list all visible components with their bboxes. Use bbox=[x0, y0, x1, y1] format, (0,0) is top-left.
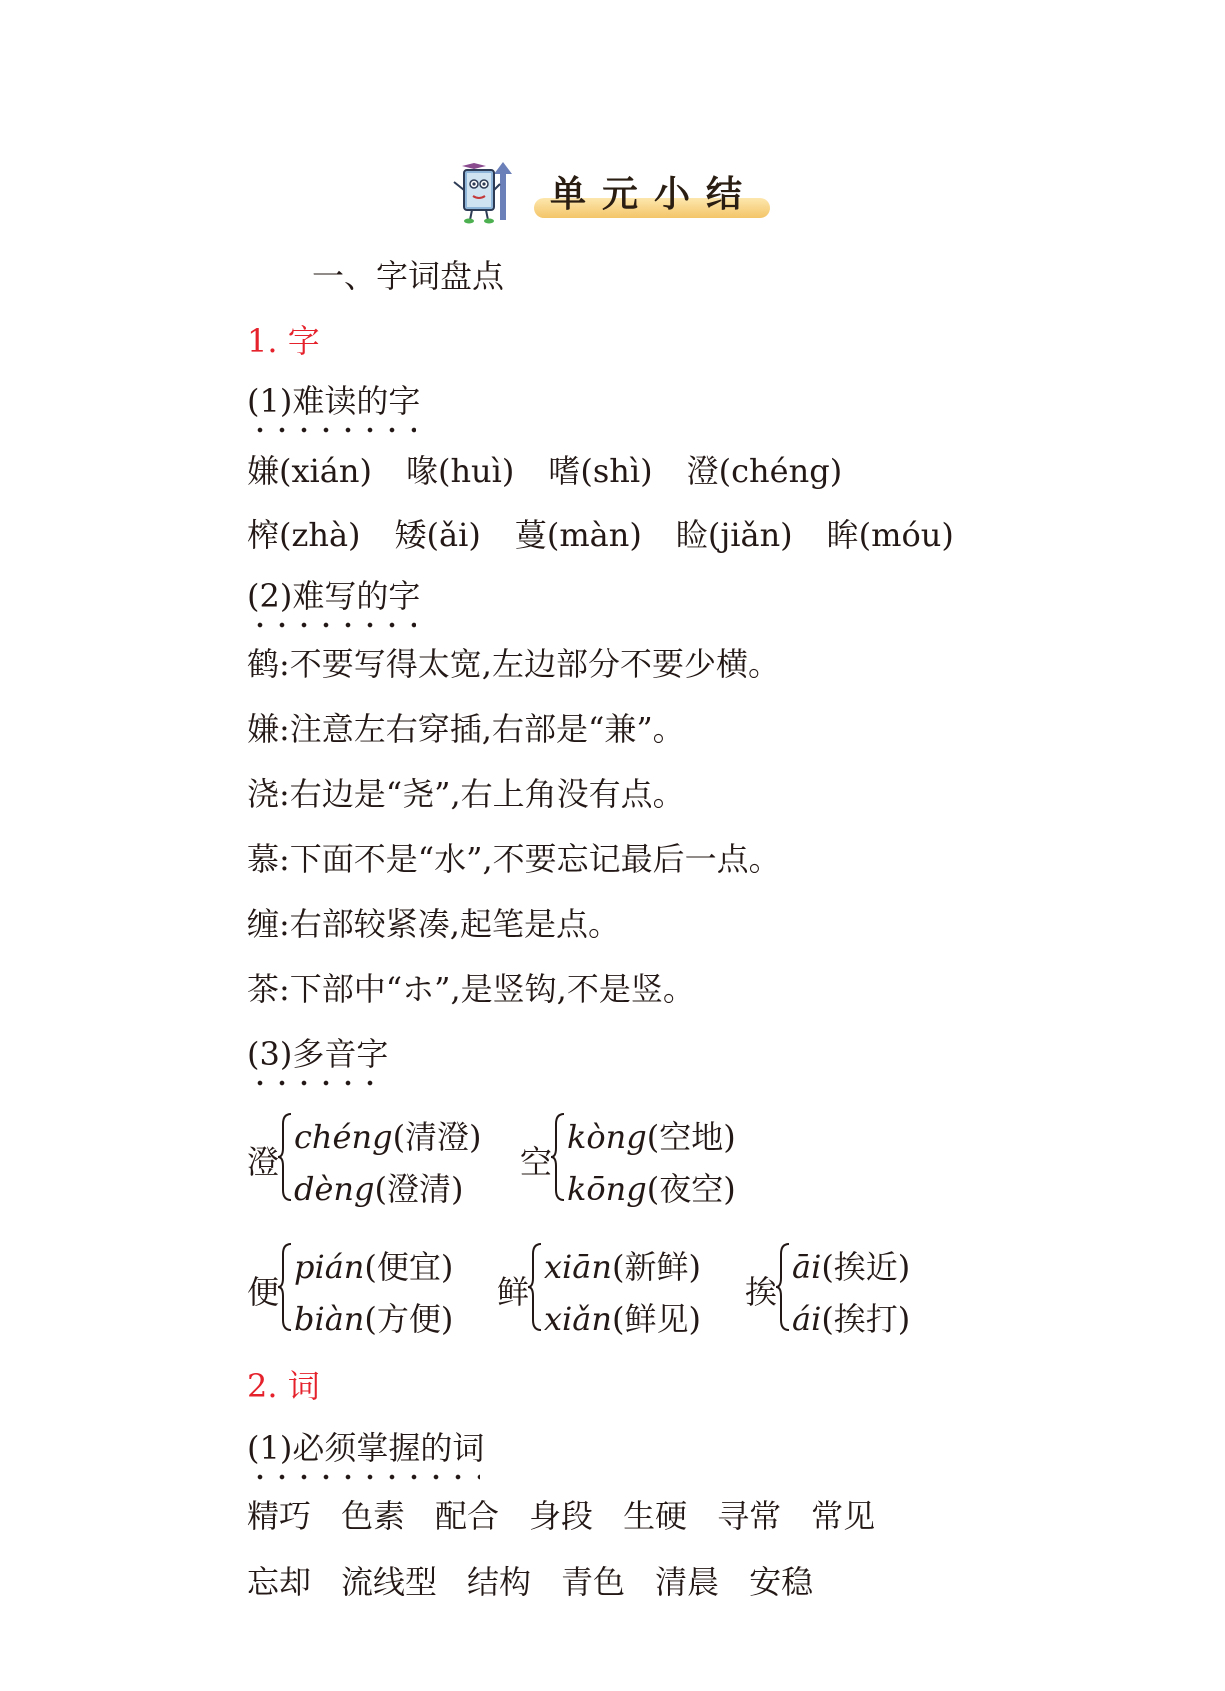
hard-read-row-1 bbox=[247, 452, 876, 490]
char-item: 眸(móu) bbox=[826, 516, 954, 554]
reading-1: xiān(新鲜) bbox=[544, 1248, 701, 1286]
hard-write-heading-text: (2)难写的字 bbox=[247, 577, 421, 615]
char-item: 睑(jiǎn) bbox=[675, 516, 793, 554]
reading-1: chéng(清澄) bbox=[294, 1118, 482, 1156]
brace-icon bbox=[550, 1112, 566, 1202]
unit-summary-banner bbox=[450, 160, 780, 226]
hard-write-line: 浇:右边是“尧”,右上角没有点。 bbox=[247, 775, 685, 813]
char-item: 澄(chéng) bbox=[686, 452, 843, 490]
reading-1: pián(便宜) bbox=[294, 1248, 454, 1286]
char-item: 喙(huì) bbox=[405, 452, 515, 490]
word-item: 忘却 bbox=[247, 1563, 312, 1601]
section-heading: 一、字词盘点 bbox=[312, 257, 505, 295]
hard-read-heading-text: (1)难读的字 bbox=[247, 382, 421, 420]
page-title: 单元小结 bbox=[550, 174, 759, 215]
char-item: 蔓(màn) bbox=[514, 516, 642, 554]
polyphonic-heading-text: (3)多音字 bbox=[247, 1035, 389, 1073]
polyphonic-heading bbox=[247, 1035, 389, 1073]
hard-write-line: 嫌:注意左右穿插,右部是“兼”。 bbox=[247, 710, 685, 748]
brace-icon bbox=[775, 1242, 791, 1332]
reading-2: dèng(澄清) bbox=[294, 1170, 464, 1208]
polyphonic-char: 鲜 bbox=[497, 1273, 530, 1311]
part2-label: 2. 词 bbox=[247, 1367, 320, 1405]
word-item: 身段 bbox=[529, 1497, 594, 1535]
brace-icon bbox=[527, 1242, 543, 1332]
word-item: 安稳 bbox=[749, 1563, 814, 1601]
word-item: 精巧 bbox=[247, 1497, 312, 1535]
polyphonic-char: 挨 bbox=[745, 1273, 778, 1311]
word-item: 结构 bbox=[467, 1563, 532, 1601]
word-item: 流线型 bbox=[341, 1563, 438, 1601]
hard-write-heading bbox=[247, 577, 421, 615]
reading-2: kōng(夜空) bbox=[567, 1170, 736, 1208]
word-item: 配合 bbox=[435, 1497, 500, 1535]
hard-write-line: 鹤:不要写得太宽,左边部分不要少横。 bbox=[247, 645, 780, 683]
reading-1: kòng(空地) bbox=[567, 1118, 736, 1156]
polyphonic-char: 空 bbox=[520, 1143, 553, 1181]
word-row-1 bbox=[247, 1497, 905, 1535]
part1-label: 1. 字 bbox=[247, 322, 320, 360]
must-master-heading-text: (1)必须掌握的词 bbox=[247, 1429, 485, 1467]
reading-2: xiǎn(鲜见) bbox=[544, 1300, 701, 1338]
reading-2: ái(挨打) bbox=[792, 1300, 911, 1338]
polyphonic-char: 澄 bbox=[247, 1143, 280, 1181]
char-item: 榨(zhà) bbox=[247, 516, 361, 554]
hard-write-line: 缠:右部较紧凑,起笔是点。 bbox=[247, 905, 620, 943]
word-item: 青色 bbox=[561, 1563, 626, 1601]
char-item: 嗜(shì) bbox=[548, 452, 653, 490]
char-item: 嫌(xián) bbox=[247, 452, 372, 490]
hard-read-row-2 bbox=[247, 516, 988, 554]
word-item: 寻常 bbox=[717, 1497, 782, 1535]
hard-write-line: 茶:下部中“ホ”,是竖钩,不是竖。 bbox=[247, 970, 695, 1008]
reading-2: biàn(方便) bbox=[294, 1300, 454, 1338]
must-master-heading bbox=[247, 1429, 485, 1467]
word-item: 常见 bbox=[811, 1497, 876, 1535]
char-item: 矮(ǎi) bbox=[394, 516, 481, 554]
book-mascot-icon bbox=[450, 160, 518, 226]
word-row-2 bbox=[247, 1563, 843, 1601]
brace-icon bbox=[277, 1112, 293, 1202]
brace-icon bbox=[277, 1242, 293, 1332]
word-item: 生硬 bbox=[623, 1497, 688, 1535]
hard-read-heading bbox=[247, 382, 421, 420]
word-item: 清晨 bbox=[655, 1563, 720, 1601]
hard-write-line: 慕:下面不是“水”,不要忘记最后一点。 bbox=[247, 840, 781, 878]
reading-1: āi(挨近) bbox=[792, 1248, 911, 1286]
word-item: 色素 bbox=[341, 1497, 406, 1535]
polyphonic-char: 便 bbox=[247, 1273, 280, 1311]
